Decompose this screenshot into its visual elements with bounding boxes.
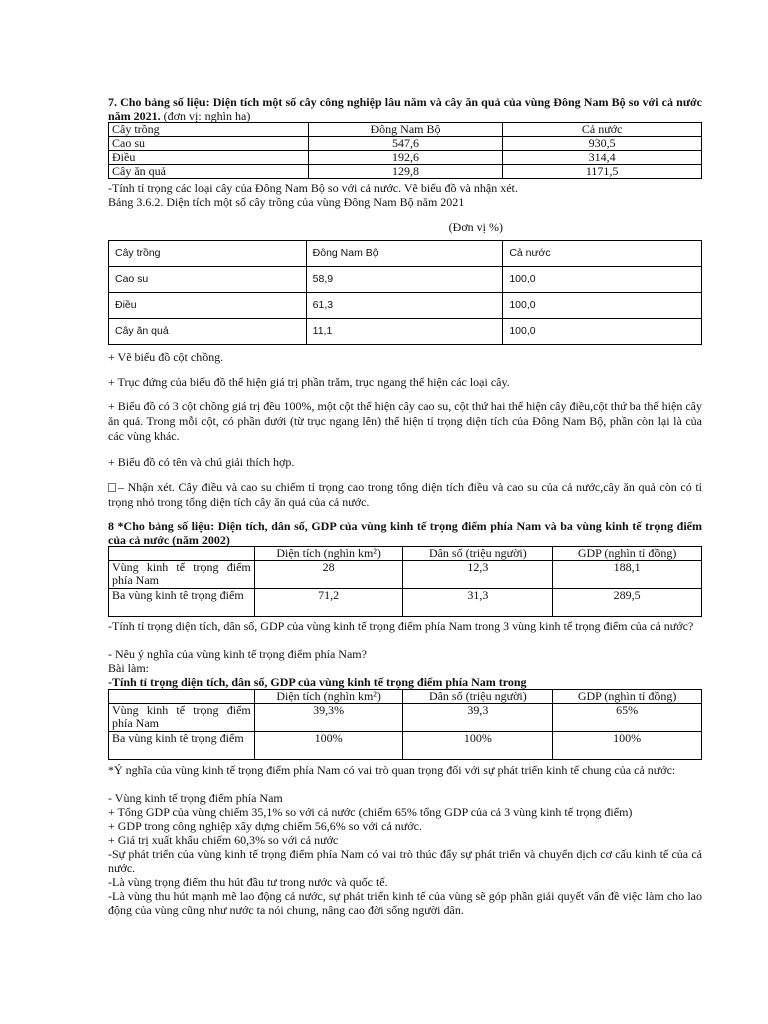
q8-task-1: -Tính tỉ trọng diện tích, dân số, GDP của vùng kinh tế trọng điểm phía Nam trong 3 vùng kinh tế trọng điểm của cả nước? [108,619,694,633]
q7-table2-caption: Bảng 3.6.2. Diện tích một số cây trồng của vùng Đông Nam Bộ năm 2021 [108,195,465,209]
table-row [109,732,702,760]
table-cell: Ba vùng kinh tê trọng điểm [109,589,255,617]
q8-meaning-line: -Là vùng trọng điểm thu hút đầu tư trong nước và quốc tế. [108,875,388,889]
table-row [109,165,702,179]
table-cell: Cây ăn quả [109,165,309,179]
q7-remark-text: – Nhận xét. Cây điều và cao su chiếm tỉ trọng cao trong tổng diện tích điều và cao su của cả nước,cây ăn quả còn có tỉ trọng nhỏ trong tổng diện tích cây ăn quả của cả nước. [108,480,702,509]
q7-note: + Trục đứng của biểu đồ thể hiện giá trị phần trăm, trục ngang thể hiện các loại cây. [108,375,510,389]
q7-table-2 [108,240,702,345]
q8-answer-heading: -Tính tỉ trọng diện tích, dân số, GDP của vùng kinh tế trọng điểm phía Nam trong [108,675,527,689]
q7-title-unit: (đơn vị: nghìn ha) [160,109,251,123]
table-cell: Cao su [109,137,309,151]
q7-note: + Biểu đồ có 3 cột chồng giá trị đều 100%, một cột thể hiện cây cao su, cột thứ hai thể hiện cây điều,cột thứ ba thể hiện cây ăn quả. Trong mỗi cột, có phần dưới (từ trục ngang lên) thể hiện tỉ trọng diện tích của Đông Nam Bộ, phần còn lại là của các vùng khác. [108,399,702,443]
q8-meaning-line: -Là vùng thu hút mạnh mẽ lao động cả nước, sự phát triển kinh tế của vùng sẽ góp phần giải quyết vấn đề việc làm cho lao động của vùng cũng như nước ta nói chung, nâng cao đời sống người dân. [108,889,702,917]
table-cell: 12,3 [403,561,553,589]
q8-meaning-line: + GDP trong công nghiệp xây dựng chiếm 56,6% so với cả nước. [108,819,422,833]
table-header-cell: Đông Nam Bộ [308,123,503,137]
table-header-cell: Cả nước [503,241,702,267]
placeholder-box-icon [108,483,116,492]
table-cell: 129,8 [308,165,503,179]
q8-table-1 [108,546,702,617]
table-cell: 65% [553,704,702,732]
table-cell: 31,3 [403,589,553,617]
table-cell: 71,2 [254,589,403,617]
q8-title: 8 *Cho bảng số liệu: Diện tích, dân số, GDP của vùng kinh tế trọng điểm phía Nam và ba vùng kinh tế trọng điểm của cả nước (năm 2002) [108,519,702,547]
q7-title-bold: 7. Cho bảng số liệu: Diện tích một số cây công nghiệp lâu năm và cây ăn quả của vùng Đông Nam Bộ so với cả nước năm 2021. [108,95,702,123]
table-header-cell: Cả nước [503,123,702,137]
q8-table-2 [108,689,702,760]
table-header-cell: GDP (nghìn tỉ đồng) [553,547,702,561]
table-cell: 58,9 [306,267,503,293]
table-header-cell: Diện tích (nghìn km²) [254,690,403,704]
table-cell: Điều [109,293,307,319]
table-header-cell: Diện tích (nghìn km²) [254,547,403,561]
table-cell: 188,1 [553,561,702,589]
table-cell: 11,1 [306,319,503,345]
table-row [109,319,702,345]
q7-table-1 [108,122,702,179]
table-cell: 289,5 [553,589,702,617]
table-cell: 100% [553,732,702,760]
q7-remark [108,480,702,510]
table-cell: 100% [403,732,553,760]
table-row [109,267,702,293]
table-header-cell: Đông Nam Bộ [306,241,503,267]
q8-meaning-line: + Giá trị xuất khẩu chiếm 60,3% so với cả nước [108,833,339,847]
table-cell: Vùng kinh tế trọng điểm phía Nam [109,561,255,589]
table-cell: 314,4 [503,151,702,165]
q7-task: -Tính tỉ trọng các loại cây của Đông Nam Bộ so với cả nước. Vẽ biểu đồ và nhận xét. [108,181,518,195]
q7-note: + Biểu đồ có tên và chú giải thích hợp. [108,455,295,469]
table-row [109,589,702,617]
table-header-row [109,690,702,704]
q8-meaning-line: + Tổng GDP của vùng chiếm 35,1% so với cả nước (chiếm 65% tổng GDP của cả 3 vùng kinh tế trọng điểm) [108,805,633,819]
table-header-cell [109,690,255,704]
table-header-row [109,547,702,561]
table-cell: 100% [254,732,403,760]
table-cell: 192,6 [308,151,503,165]
table-header-cell: Dân số (triệu người) [403,547,553,561]
q8-meaning-line: - Vùng kinh tế trọng điểm phía Nam [108,791,283,805]
table-header-cell: Cây trồng [109,241,307,267]
table-cell: Cao su [109,267,307,293]
table-cell: 39,3% [254,704,403,732]
table-cell: Vùng kinh tế trọng điểm phía Nam [109,704,255,732]
table-row [109,137,702,151]
table-row [109,151,702,165]
table-cell: 28 [254,561,403,589]
table-row [109,293,702,319]
table-header-row [109,241,702,267]
table-cell: Cây ăn quả [109,319,307,345]
table-cell: 1171,5 [503,165,702,179]
table-cell: 930,5 [503,137,702,151]
table-cell: Điều [109,151,309,165]
q8-meaning-line: *Ý nghĩa của vùng kinh tế trọng điểm phía Nam có vai trò quan trọng đối với sự phát triển kinh tế chung của cả nước: [108,763,676,777]
q8-task-2: - Nêu ý nghĩa của vùng kinh tế trọng điểm phía Nam? [108,647,367,661]
q7-note: + Vẽ biểu đồ cột chồng. [108,350,224,364]
table-header-cell [109,547,255,561]
table-header-row [109,123,702,137]
table-cell: 61,3 [306,293,503,319]
table-cell: 100,0 [503,293,702,319]
table-header-cell: Dân số (triệu người) [403,690,553,704]
q7-title [108,95,702,123]
table-cell: 547,6 [308,137,503,151]
table-cell: 39,3 [403,704,553,732]
q8-meaning-line: -Sự phát triển của vùng kinh tế trọng điểm phía Nam có vai trò thúc đẩy sự phát triển và chuyển dịch cơ cấu kinh tế của cả nước. [108,847,702,875]
q8-answer-label: Bài làm: [108,661,149,675]
table-row [109,704,702,732]
table-header-cell: Cây trồng [109,123,309,137]
table-cell: 100,0 [503,267,702,293]
table-cell: Ba vùng kinh tê trọng điểm [109,732,255,760]
table-cell: 100,0 [503,319,702,345]
table-header-cell: GDP (nghìn tỉ đồng) [553,690,702,704]
q7-table2-unit: (Đơn vị %) [448,220,503,234]
table-row [109,561,702,589]
